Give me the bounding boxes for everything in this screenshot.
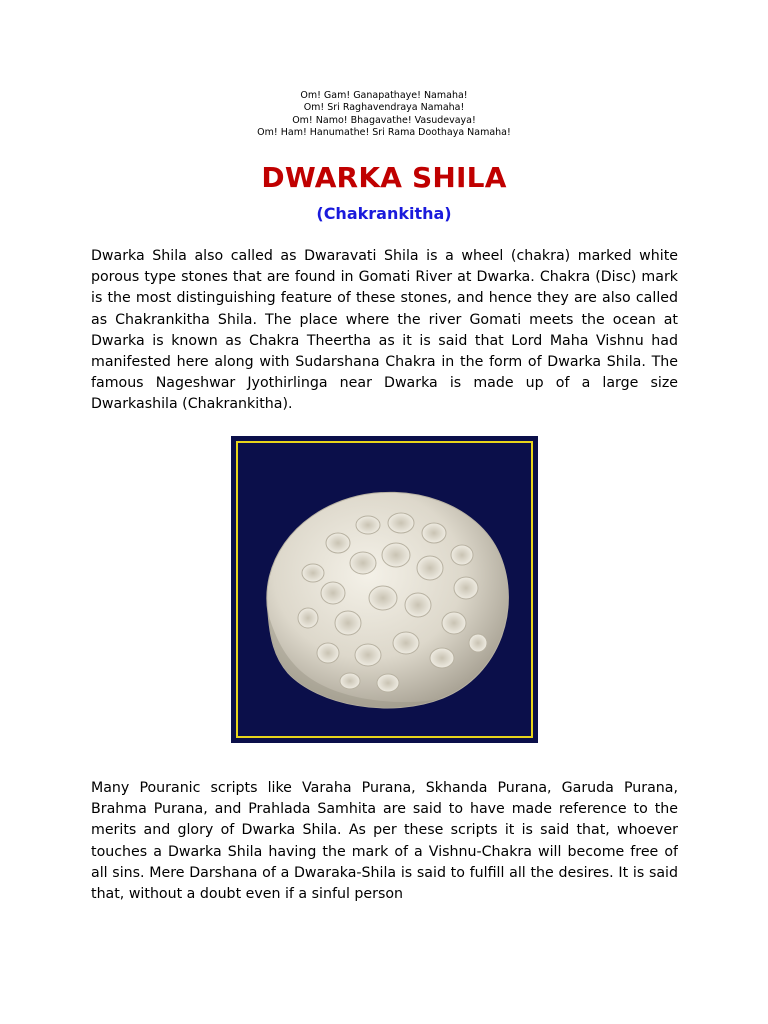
stone-photo: [231, 436, 538, 743]
invocation-line: Om! Gam! Ganapathaye! Namaha!: [300, 90, 468, 101]
intro-paragraph: Dwarka Shila also called as Dwaravati Shila is a wheel (chakra) marked white porous type stones that are found in Gomati River at Dwarka. Chakra (Disc) mark is the most distinguishing feature of these stones, and hence they are also called as Chakrankitha Shila. The place where the river Gomati meets the ocean at Dwarka is known as Chakra Theertha as it is said that Lord Maha Vishnu had manifested here along with Sudarshana Chakra in the form of Dwarka Shila. The famous Nageshwar Jyothirlinga near Dwarka is made up of a large size Dwarkashila (Chakrankitha).: [91, 248, 678, 413]
invocation-line: Om! Sri Raghavendraya Namaha!: [303, 102, 465, 114]
stone-photo-border: [236, 441, 533, 738]
page-subtitle: (Chakrankitha): [316, 204, 452, 223]
page-title: DWARKA SHILA: [261, 161, 507, 194]
scripture-paragraph: Many Pouranic scripts like Varaha Purana, Skhanda Purana, Garuda Purana, Brahma Purana, and Prahlada Samhita are said to have made reference to the merits and glory of Dwarka Shila. As per these scripts it is said that, whoever touches a Dwarka Shila having the mark of a Vishnu-Chakra will become free of all sins. Mere Darshana of a Dwaraka-Shila is said to fulfill all the desires. It is said that, without a doubt even if a sinful person: [91, 780, 678, 903]
dwarka-shila-stone-image: [238, 443, 531, 736]
invocation-line: Om! Namo! Bhagavathe! Vasudevaya!: [292, 114, 476, 126]
invocation-line: Om! Ham! Hanumathe! Sri Rama Doothaya Namaha!: [257, 126, 511, 138]
invocation-block: [0, 90, 768, 139]
